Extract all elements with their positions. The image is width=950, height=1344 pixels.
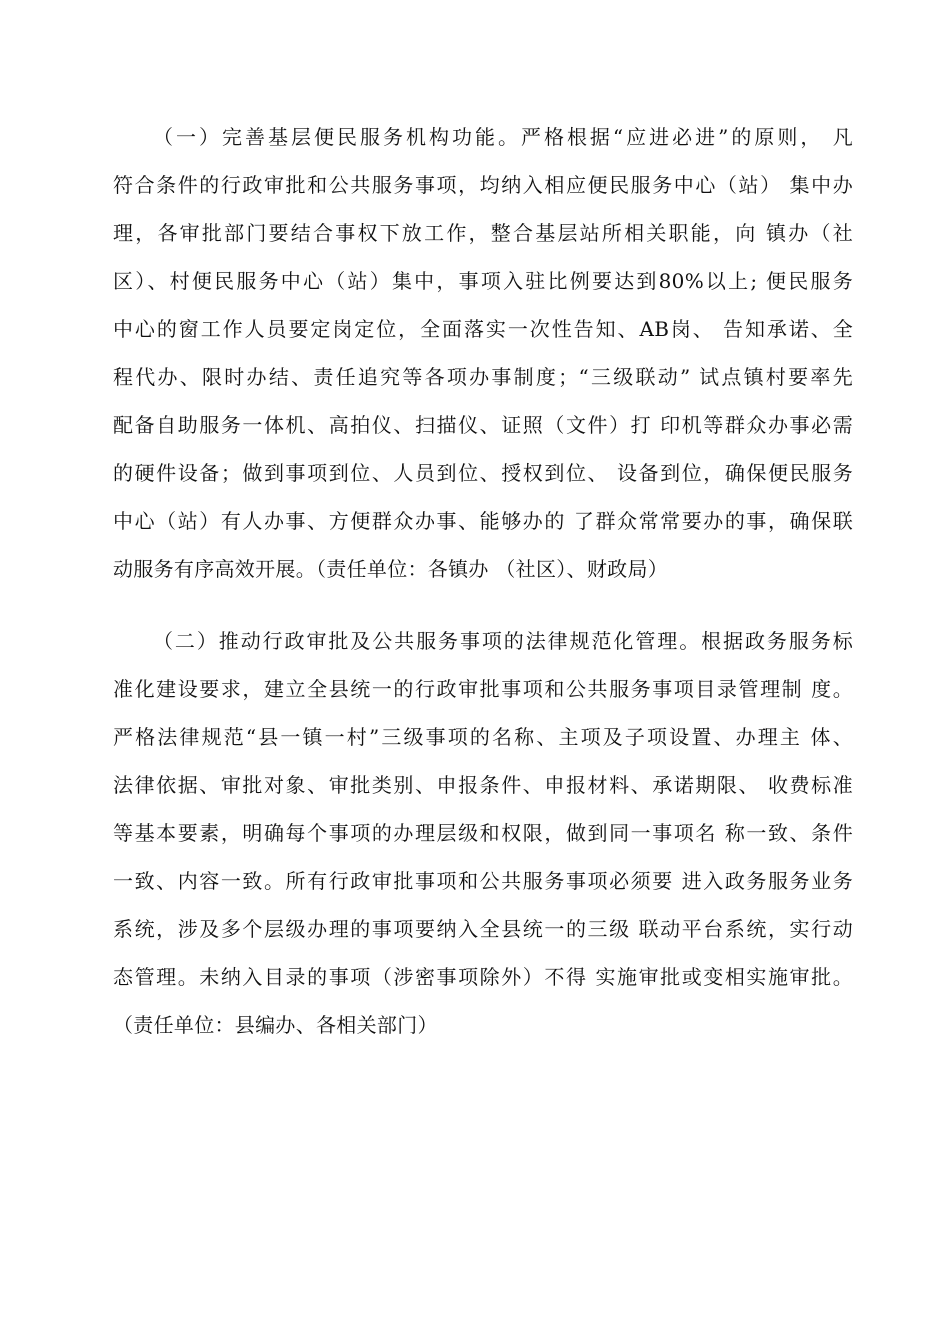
paragraph-line: 的硬件设备；做到事项到位、人员到位、授权到位、 设备到位，确保便民服务 xyxy=(113,461,853,485)
paragraph-line: 一致、内容一致。所有行政审批事项和公共服务事项必须要 进入政务服务业务 xyxy=(113,869,853,893)
paragraph-line: 准化建设要求，建立全县统一的行政审批事项和公共服务事项目录管理制 度。 xyxy=(113,677,853,701)
paragraph-line: 法律依据、审批对象、审批类别、申报条件、申报材料、承诺期限、 收费标准 xyxy=(113,773,853,797)
paragraph-line: 理，各审批部门要结合事权下放工作，整合基层站所相关职能，向 镇办（社 xyxy=(113,221,853,245)
paragraph-line: 动服务有序高效开展。（责任单位：各镇办 （社区）、财政局） xyxy=(113,557,669,581)
paragraph-line: 中心（站）有人办事、方便群众办事、能够办的 了群众常常要办的事，确保联 xyxy=(113,509,853,533)
paragraph-1 xyxy=(113,113,853,593)
paragraph-2 xyxy=(113,617,853,1049)
paragraph-line: 态管理。未纳入目录的事项（涉密事项除外）不得 实施审批或变相实施审批。 xyxy=(113,965,853,989)
paragraph-line: 系统，涉及多个层级办理的事项要纳入全县统一的三级 联动平台系统，实行动 xyxy=(113,917,853,941)
paragraph-line: （二）推动行政审批及公共服务事项的法律规范化管理。根据政务服务标 xyxy=(153,629,853,653)
paragraph-line: 中心的窗工作人员要定岗定位，全面落实一次性告知、AB岗、 告知承诺、全 xyxy=(113,317,853,341)
paragraph-line: （责任单位：县编办、各相关部门） xyxy=(113,1013,438,1037)
paragraph-line: 配备自助服务一体机、高拍仪、扫描仪、证照（文件）打 印机等群众办事必需 xyxy=(113,413,853,437)
paragraph-line: 等基本要素，明确每个事项的办理层级和权限，做到同一事项名 称一致、条件 xyxy=(113,821,853,845)
document-body xyxy=(113,113,853,1049)
paragraph-line: 程代办、限时办结、责任追究等各项办事制度；“三级联动” 试点镇村要率先 xyxy=(113,365,853,389)
paragraph-line: 符合条件的行政审批和公共服务事项，均纳入相应便民服务中心（站） 集中办 xyxy=(113,173,853,197)
paragraph-line: （一）完善基层便民服务机构功能。严格根据“应进必进”的原则， 凡 xyxy=(153,125,853,149)
paragraph-line: 区）、村便民服务中心（站）集中，事项入驻比例要达到80%以上; 便民服务 xyxy=(113,269,853,293)
paragraph-line: 严格法律规范“县一镇一村”三级事项的名称、主项及子项设置、办理主 体、 xyxy=(113,725,853,749)
paragraph-spacer xyxy=(113,593,853,617)
